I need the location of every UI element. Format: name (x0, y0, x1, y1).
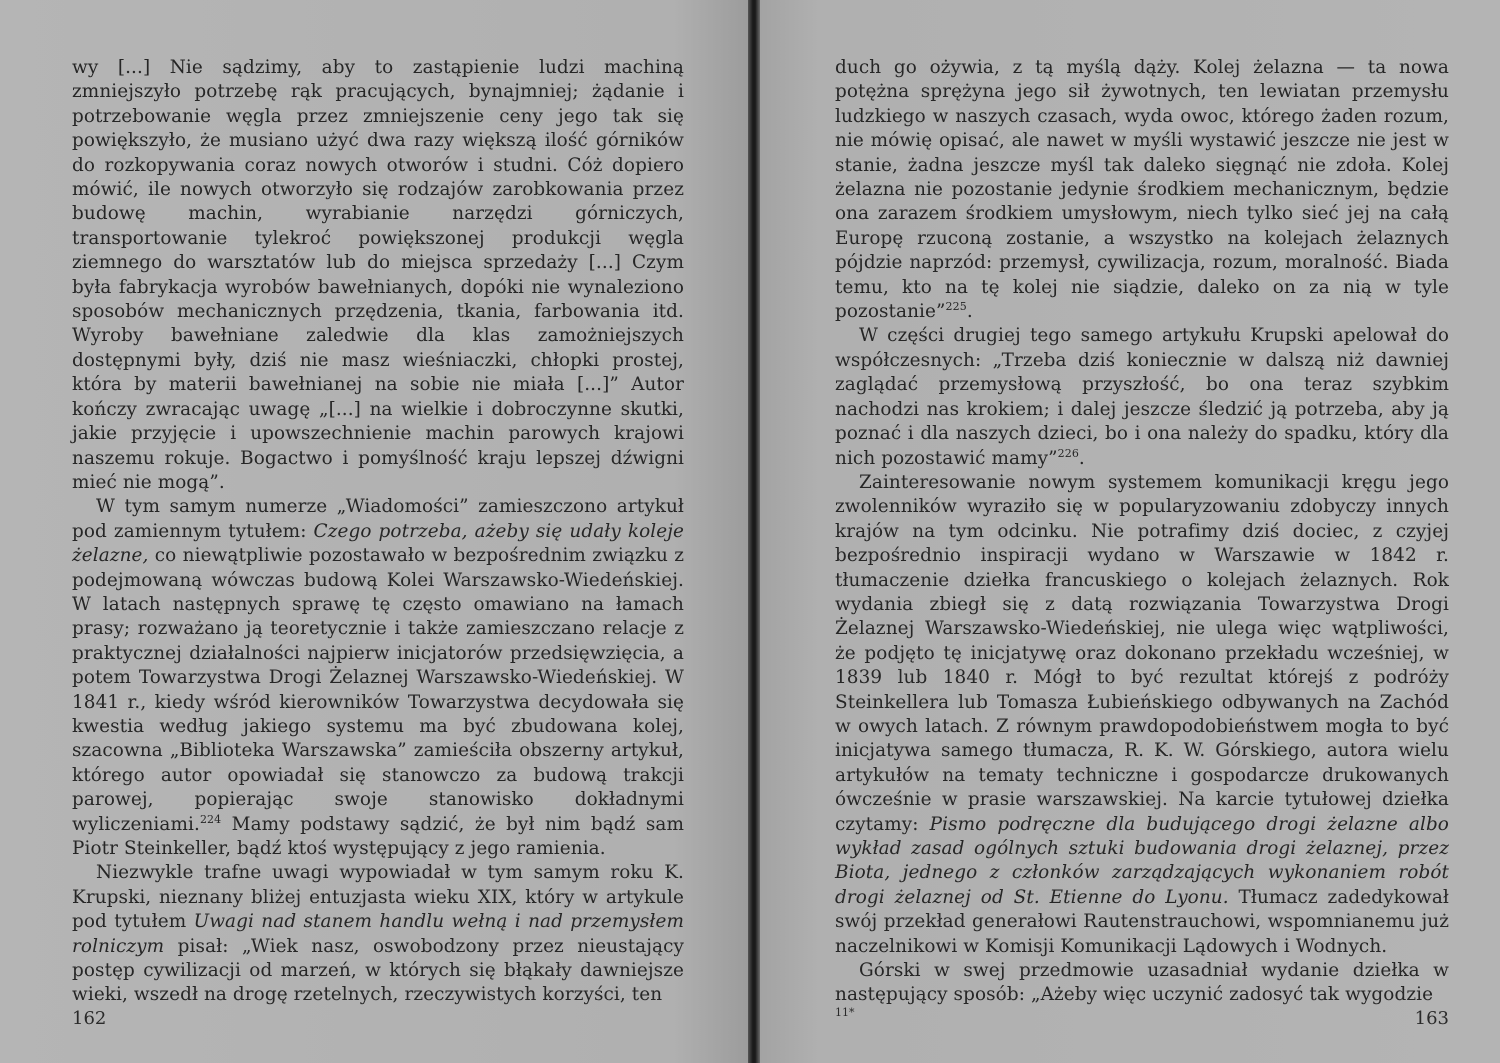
italic-title: Uwagi nad stanem handlu wełną i nad przemysłem rolniczym (72, 911, 684, 957)
paragraph: duch go ożywia, z tą myślą dąży. Kolej żelazna — ta nowa potężna sprężyna jego sił żywotnych, ten lewiatan przemysłu ludzkiego w naszych czasach, wyda owoc, którego żaden rozum, nie mówię opisać, ale nawet w myśli wystawić jeszcze nie jest w stanie, żadna jeszcze myśl tak daleko sięgnąć nie zdoła. Kolej żelazna nie pozostanie jedynie środkiem mechanicznym, będzie ona zarazem środkiem umysłowym, niech tylko sieć jej na całą Europę rzuconą zostanie, a wszystko na kolejach żelaznych pójdzie naprzód: przemysł, cywilizacja, rozum, moralność. Biada temu, kto na tę kolej nie siądzie, daleko on za nią w tyle pozostanie”$^{225}$. (835, 57, 1449, 323)
signature-mark: 11* (835, 1006, 855, 1019)
left-page (0, 0, 748, 1063)
right-page-text (835, 56, 1449, 1008)
text-run: pisał: „Wiek nasz, oswobodzony przez nieustający postęp cywilizacji od marzeń, w których się błąkały dawniejsze wieki, wszedł na drogę rzetelnych, rzeczywistych korzyści, ten (72, 935, 684, 1006)
text-run: Tłumacz zadedykował swój przekład generałowi Rautenstrauchowi, wspomnianemu już naczelnikowi w Komisji Komunikacji Lądowych i Wodnych. (835, 886, 1449, 957)
page-number: 163 (1414, 1008, 1449, 1029)
footnote-ref: 225 (945, 299, 967, 313)
text-run: W części drugiej tego samego artykułu Krupski apelował do współczesnych: „Trzeba dziś koniecznie w dalszą niż dawniej zaglądać przemysłową przyszłość, bo ona teraz szybkim nachodzi nas krokiem; i dalej jeszcze śledzić ją potrzeba, aby ją poznać i dla naszych dzieci, bo i ona należy do spadku, który dla nich pozostawić mamy” (835, 325, 1449, 469)
paragraph (72, 861, 684, 1007)
text-run: Zainteresowanie nowym systemem komunikacji kręgu jego zwolenników wyraziło się w popularyzowaniu zdobyczy innych krajów na tym odcinku. Nie potrafimy dziś dociec, z czyjej bezpośrednio inspiracji wydano w Warszawie w 1842 r. tłumaczenie dziełka francuskiego o kolejach żelaznych. Rok wydania zbiegł się z datą rozwiązania Towarzystwa Drogi Żelaznej Warszawsko-Wiedeńskiej, nie ulega więc wątpliwości, że podjęto tę inicjatywę oraz dokonano przekładu wcześniej, w 1839 lub 1840 r. Mógł to być rezultat którejś z podróży Steinkellera lub Tomasza Łubieńskiego odbywanych na Zachód w owych latach. Z równym prawdopodobieństwem mogła to być inicjatywa samego tłumacza, R. K. W. Górskiego, autora wielu artykułów na tematy techniczne i gospodarcze drukowanych ówcześnie w prasie warszawskiej. Na karcie tytułowej dziełka czytamy: (835, 471, 1449, 835)
italic-title: Czego potrzeba, ażeby się udały koleje żelazne, (72, 520, 684, 567)
text-run: Mamy podstawy sądzić, że był nim bądź sam Piotr Steinkeller, bądź ktoś występujący z jego ramienia. (72, 813, 684, 859)
book-gutter (748, 0, 760, 1063)
text-run: duch go ożywia, z tą myślą dąży. Kolej żelazna — ta nowa potężna sprężyna jego sił żywotnych, ten lewiatan przemysłu ludzkiego w naszych czasach, wyda owoc, którego żaden rozum, nie mówię opisać, ale nawet w myśli wystawić jeszcze nie jest w stanie, żadna jeszcze myśl tak daleko sięgnąć nie zdoła. Kolej żelazna nie pozostanie jedynie środkiem mechanicznym, będzie ona zarazem środkiem umysłowym, niech tylko sieć jej na całą Europę rzuconą zostanie, a wszystko na kolejach żelaznych pójdzie naprzód: przemysł, cywilizacja, rozum, moralność. Biada temu, kto na tę kolej nie siądzie, daleko on za nią w tyle pozostanie” (835, 57, 1449, 323)
footnote-ref: 226 (1057, 446, 1079, 460)
footnote-ref: 224 (199, 812, 222, 826)
paragraph (835, 471, 1449, 959)
paragraph: W części drugiej tego samego artykułu Krupski apelował do współczesnych: „Trzeba dziś koniecznie w dalszą niż dawniej zaglądać przemysłową przyszłość, bo ona teraz szybkim nachodzi nas krokiem; i dalej jeszcze śledzić ją potrzeba, aby ją poznać i dla naszych dzieci, bo i ona należy do spadku, który dla nich pozostawić mamy”$^{226}$. (835, 325, 1449, 469)
right-page (760, 0, 1500, 1063)
italic-title: Pismo podręczne dla budującego drogi żelazne albo wykład zasad ogólnych sztuki budowania drogi żelaznej, przez Biota, jednego z członków zarządzających wykonaniem robót drogi żelaznej od St. Etienne do Lyonu. (835, 813, 1449, 908)
paragraph: wy [...] Nie sądzimy, aby to zastąpienie ludzi machiną zmniejszyło potrzebę rąk pracujących, bynajmniej; żądanie i potrzebowanie węgla przez zmniejszenie ceny jego tak się powiększyło, że musiano użyć dwa razy większą ilość górników do rozkopywania coraz nowych otworów i studni. Cóż dopiero mówić, ile nowych otworzyło się rodzajów zarobkowania przez budowę machin, wyrabianie narzędzi górniczych, transportowanie tylekroć powiększonej produkcji węgla ziemnego do warsztatów lub do miejsca sprzedaży [...] Czym była fabrykacja wyrobów bawełnianych, dopóki nie wynaleziono sposobów mechanicznych przędzenia, tkania, farbowania itd. Wyroby bawełniane zaledwie dla klas zamożniejszych dostępnymi były, dziś nie masz wieśniaczki, chłopki prostej, która by materii bawełnianej na sobie nie miała [...]” Autor kończy zwracając uwagę „[...] na wielkie i dobroczynne skutki, jakie przyjęcie i upowszechnienie machin parowych krajowi naszemu rokuje. Bogactwo i pomyślność kraju lepszej dźwigni mieć nie mogą”. (72, 57, 684, 493)
page-number: 162 (72, 1008, 107, 1029)
paragraph: Górski w swej przedmowie uzasadniał wydanie dziełka w następujący sposób: „Ażeby więc uczynić zadosyć tak wygodzie (835, 960, 1449, 1006)
text-run: co niewątpliwie pozostawało w bezpośrednim związku z podejmowaną wówczas budową Kolei Warszawsko-Wiedeńskiej. W latach następnych sprawę tę często omawiano na łamach prasy; rozważano ją teoretycznie i także zamieszczano relacje z praktycznej działalności najpierw inicjatorów przedsięwzięcia, a potem Towarzystwa Drogi Żelaznej Warszawsko-Wiedeńskiej. W 1841 r., kiedy wśród kierowników Towarzystwa decydowała się kwestia według jakiego systemu ma być zbudowana kolej, szacowna „Biblioteka Warszawska” zamieściła obszerny artykuł, którego autor opowiadał się stanowczo za budową trakcji parowej, popierając swoje stanowisko dokładnymi wyliczeniami. (72, 545, 684, 835)
left-page-text (72, 56, 684, 1008)
text-run: Niezwykle trafne uwagi wypowiadał w tym samym roku K. Krupski, nieznany bliżej entuzjasta wieku XIX, który w artykule pod tytułem (72, 862, 684, 933)
text-run: W tym samym numerze „Wiadomości” zamieszczono artykuł pod zamiennym tytułem: (72, 496, 684, 542)
paragraph (72, 495, 684, 861)
